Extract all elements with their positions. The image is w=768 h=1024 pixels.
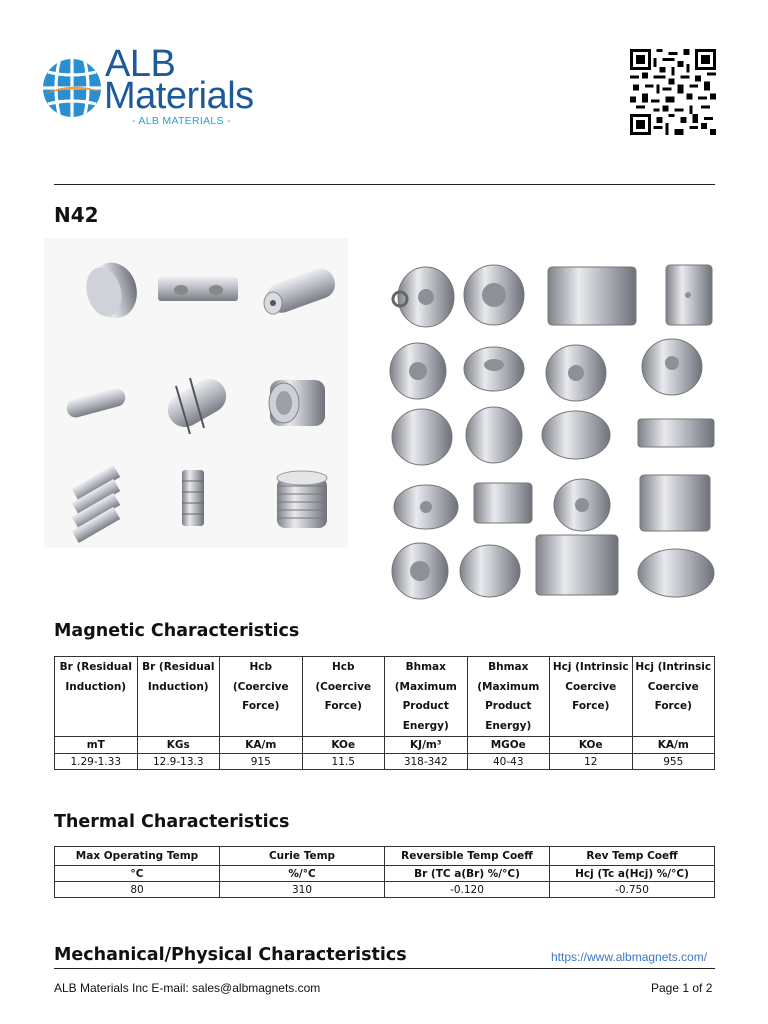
unit-cell: KGs [137,737,220,754]
section-heading-thermal: Thermal Characteristics [54,812,290,832]
magnetic-characteristics-table [54,656,715,770]
header-cell: Hcj (Intrinsic Coercive Force) [632,657,715,737]
magnet-photo-grid-left [44,238,348,548]
thin-disc-stack-photo [277,471,327,528]
magnet-photo-grid-right [386,255,718,600]
value-cell: 11.5 [302,754,385,770]
tube-ring-photo [269,380,325,426]
value-cell: 915 [220,754,303,770]
header-cell: Reversible Temp Coeff [385,847,550,866]
unit-cell: mT [55,737,138,754]
header-cell: Br (Residual Induction) [137,657,220,737]
page-number: Page 1 of 2 [651,981,713,995]
value-cell: 12 [550,754,633,770]
website-link[interactable]: https://www.albmagnets.com/ [551,950,708,964]
value-cell: 1.29-1.33 [55,754,138,770]
thermal-characteristics-table [54,846,715,898]
header-cell: Bhmax (Maximum Product Energy) [467,657,550,737]
small-disc-stack-photo [182,470,204,526]
header-cell: Bhmax (Maximum Product Energy) [385,657,468,737]
logo-text-materials: Materials [104,75,254,117]
unit-cell: KA/m [220,737,303,754]
unit-cell: Br (TC a(Br) %/°C) [385,866,550,882]
table-unit-row [55,737,715,754]
header-cell: Br (Residual Induction) [55,657,138,737]
countersunk-block-photo [158,277,238,301]
value-cell: 40-43 [467,754,550,770]
qr-code [630,48,716,136]
page-title: N42 [54,203,99,227]
value-cell: 80 [55,882,220,898]
unit-cell: °C [55,866,220,882]
section-heading-magnetic: Magnetic Characteristics [54,621,300,641]
logo-tagline: - ALB MATERIALS - [132,115,231,127]
value-cell: 955 [632,754,715,770]
table-unit-row [55,866,715,882]
header-cell: Rev Temp Coeff [550,847,715,866]
footer-divider [54,968,715,969]
header-divider [54,184,715,185]
header-cell: Hcb (Coercive Force) [302,657,385,737]
unit-cell: KOe [302,737,385,754]
unit-cell: KJ/m³ [385,737,468,754]
header-cell: Hcj (Intrinsic Coercive Force) [550,657,633,737]
table-header-row [55,657,715,737]
logo-text-alb: ALB [105,43,176,85]
header-cell: Hcb (Coercive Force) [220,657,303,737]
value-cell: 318-342 [385,754,468,770]
unit-cell: MGOe [467,737,550,754]
unit-cell: KOe [550,737,633,754]
table-value-row [55,882,715,898]
value-cell: -0.120 [385,882,550,898]
footer-contact: ALB Materials Inc E-mail: sales@albmagnets.com [54,981,321,995]
section-heading-mechanical: Mechanical/Physical Characteristics [54,945,407,965]
table-header-row [55,847,715,866]
unit-cell: %/°C [220,866,385,882]
value-cell: 12.9-13.3 [137,754,220,770]
value-cell: 310 [220,882,385,898]
value-cell: -0.750 [550,882,715,898]
header-cell: Curie Temp [220,847,385,866]
unit-cell: KA/m [632,737,715,754]
table-value-row [55,754,715,770]
header-cell: Max Operating Temp [55,847,220,866]
unit-cell: Hcj (Tc a(Hcj) %/°C) [550,866,715,882]
